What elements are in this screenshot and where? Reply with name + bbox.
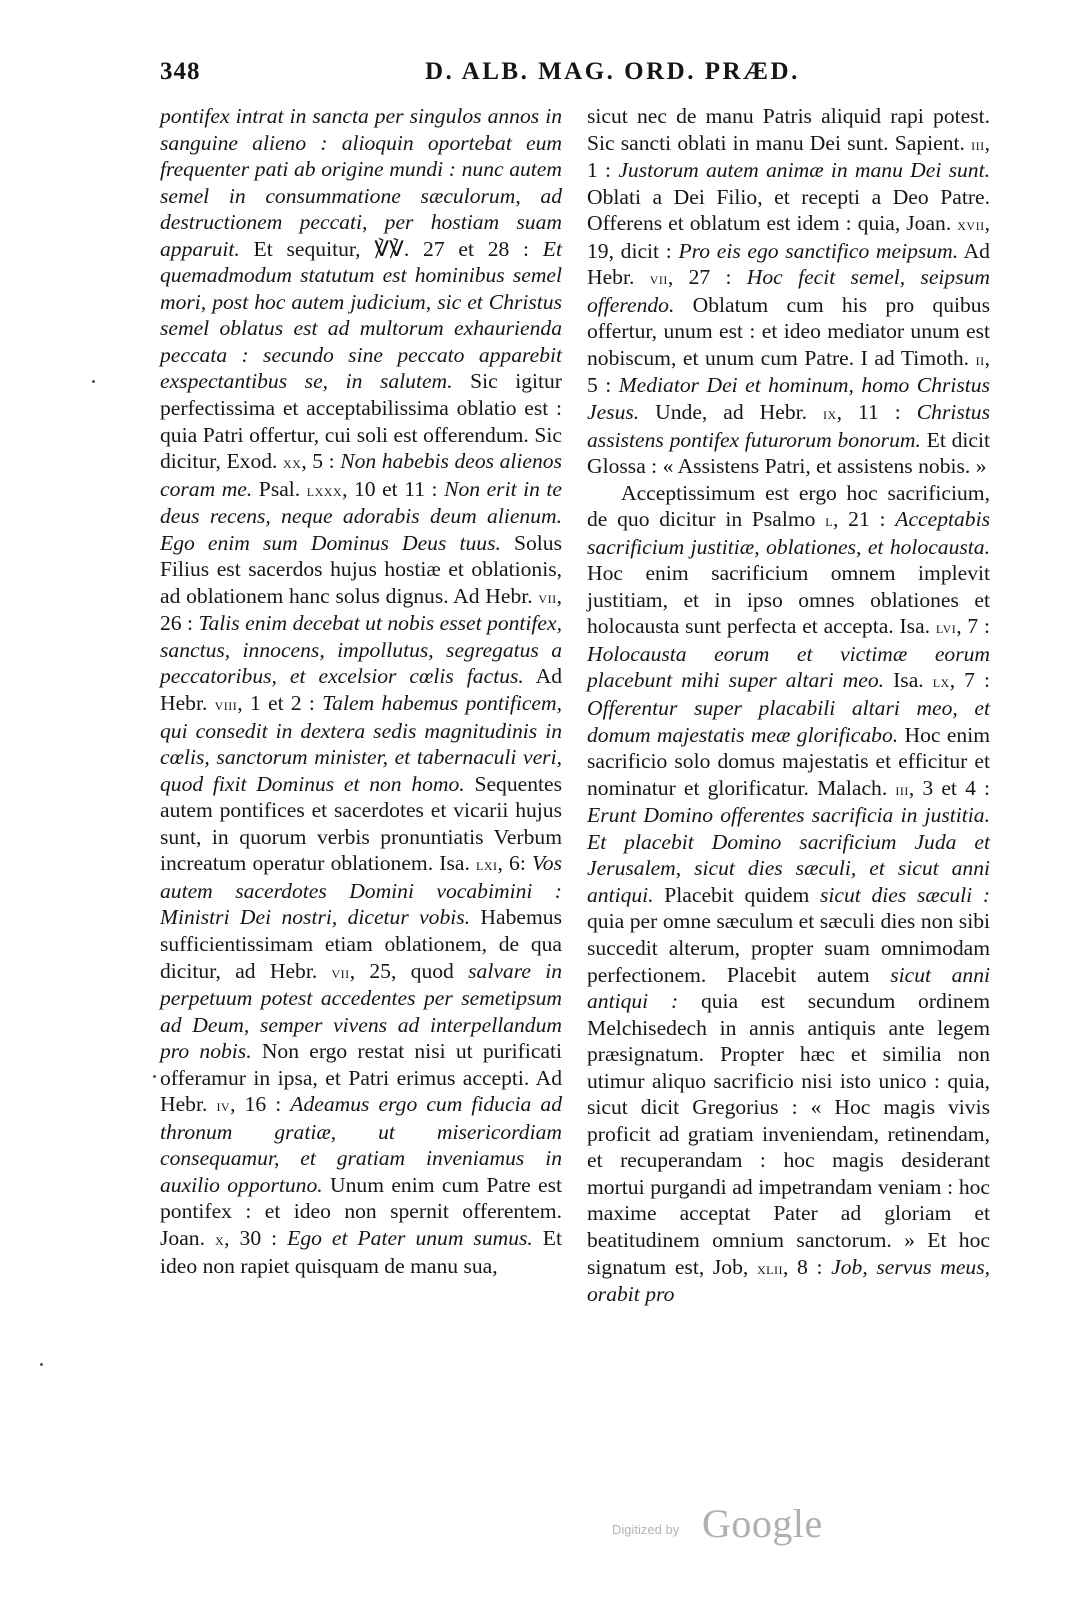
text-run: Isa.	[884, 668, 933, 693]
italic-quotation: Ego et Pater unum sumus.	[287, 1225, 533, 1250]
text-run: Non ergo restat nisi ut purificati offeramur in ipsa, et Patri erimus accepti. Ad Hebr.	[160, 1039, 562, 1117]
text-run: Ad Hebr.	[587, 238, 990, 290]
text-run: sicut nec de manu Patris aliquid rapi potest. Sic sancti oblati in manu Dei sunt. Sapient.	[587, 104, 990, 155]
print-speck	[92, 380, 95, 383]
text-run: Sequentes autem pontifices et sacerdotes et vicarii hujus sunt, in quorum verbis pronuntiatis Verbum increatum operatur oblationem. Isa.	[160, 771, 562, 876]
text-run: quia est secundum ordinem Melchisedech in annis antiquis ante legem præsignatum. Propter hæc et similia non utimur aliquo sacrificio nisi isto unico : quia, sicut dicit Gregorius : « Hoc magis vivis proficit ad gratiam inveniendam, retinendam, et recuperandam : hoc magis desiderant mortui purgandi ad impetrandam veniam : hoc maxime acceptat Pater ad gloriam et beatitudinem omnium sanctorum. » Et hoc signatum est, Job,	[587, 989, 990, 1279]
text-column-left	[160, 103, 562, 1279]
text-run: , 7 :	[956, 614, 990, 639]
text-run: , 10 et 11 :	[342, 476, 445, 501]
text-run: Oblatum cum his pro quibus offertur, unum est : et ideo mediator unum est nobiscum, et unum cum Patre. I ad Timoth.	[587, 292, 990, 370]
text-run: Acceptissimum est ergo hoc sacrificium, de quo dicitur in Psalmo	[587, 480, 990, 532]
watermark-prefix: Digitized by	[612, 1522, 680, 1537]
italic-quotation: sicut anni antiqui :	[587, 962, 990, 1014]
print-speck	[40, 1363, 43, 1366]
italic-quotation: Pro eis ego sanctifico meipsum.	[678, 238, 959, 263]
italic-quotation: Adeamus ergo cum fiducia ad thronum gratiæ, ut misericordiam consequamur, et gratiam inveniamus in auxilio opportuno.	[160, 1092, 562, 1197]
text-run: Ad Hebr.	[160, 664, 562, 716]
text-run: Hoc enim sacrificio solo domus majestatis et efficitur et nominatur et glorificatur. Malach.	[587, 722, 990, 800]
text-run: Sic igitur perfectissima et acceptabilissima oblatio est : quia Patri offertur, cui soli est offerendum. Sic dicitur, Exod.	[160, 369, 562, 474]
italic-quotation: Offerentur super placabili altari meo, et domum majestatis meæ glorificabo.	[587, 696, 990, 747]
text-run: , 19, dicit :	[587, 211, 990, 263]
roman-numeral: lxxx	[306, 479, 343, 500]
roman-numeral: xx	[283, 452, 302, 473]
text-run: , 5 :	[301, 449, 341, 474]
roman-numeral: iv	[216, 1095, 231, 1116]
roman-numeral: vii	[538, 586, 557, 607]
text-run: , 8 :	[782, 1254, 832, 1279]
text-run: Et sequitur, ℣℣. 27 et 28 :	[239, 236, 543, 261]
roman-numeral: ii	[975, 348, 985, 369]
roman-numeral: l	[825, 510, 834, 531]
text-run: , 1 :	[587, 130, 990, 183]
roman-numeral: lvi	[935, 617, 957, 638]
print-speck	[153, 1075, 156, 1078]
paragraph	[160, 103, 562, 1279]
roman-numeral: lxi	[476, 854, 498, 875]
italic-quotation: pontifex intrat in sancta per singulos annos in sanguine alieno : alioquin oportebat eum frequenter pati ab origine mundi : nunc autem semel in consummatione sæculorum, ad destructionem peccati, per hostiam suam apparuit.	[160, 104, 562, 261]
roman-numeral: vii	[331, 961, 350, 982]
roman-numeral: ix	[823, 403, 837, 424]
text-run: , 25, quod	[349, 958, 469, 983]
roman-numeral: lx	[932, 671, 950, 692]
roman-numeral: iii	[971, 133, 985, 154]
page-number: 348	[160, 58, 201, 85]
roman-numeral: vii	[649, 268, 668, 289]
italic-quotation: Vos autem sacerdotes Domini vocabimini : Ministri Dei nostri, dicetur vobis.	[160, 851, 562, 930]
text-run: , 30 :	[224, 1225, 288, 1250]
text-run: Hoc enim sacrificium omnem implevit justitiam, et in ipso omnes oblationes et holocausta sunt perfecta et accepta. Isa.	[587, 561, 990, 639]
text-run: , 16 :	[230, 1092, 291, 1117]
roman-numeral: x	[214, 1228, 225, 1249]
italic-quotation: Christus assistens pontifex futurorum bonorum.	[587, 400, 990, 452]
text-run: Et dicit Glossa : « Assistens Patri, et assistens nobis. »	[587, 427, 990, 479]
text-run: Habemus sufficientissimam etiam oblationem, de qua dicitur, ad Hebr.	[160, 905, 562, 983]
italic-quotation: Non habebis deos alienos coram me.	[160, 449, 562, 501]
text-run: Et ideo non rapiet quisquam de manu sua,	[160, 1225, 562, 1278]
text-run: , 6:	[497, 851, 532, 876]
text-run: , 11 :	[836, 400, 917, 425]
roman-numeral: xlii	[756, 1257, 783, 1278]
roman-numeral: xvii	[957, 214, 985, 235]
running-title: D. ALB. MAG. ORD. PRÆD.	[425, 58, 800, 85]
italic-quotation: Holocausta eorum et victimæ eorum placebunt mihi super altari meo.	[587, 641, 990, 693]
italic-quotation: Mediator Dei et hominum, homo Christus Jesus.	[587, 373, 990, 425]
text-run: Unum enim cum Patre est pontifex : et ideo non spernit offerentem. Joan.	[160, 1172, 562, 1250]
italic-quotation: Non erit in te deus recens, neque adorabis deum alienum. Ego enim sum Dominus Deus tuus.	[160, 476, 562, 555]
text-run: , 5 :	[587, 345, 990, 398]
italic-quotation: Job, servus meus, orabit pro	[587, 1254, 990, 1307]
italic-quotation: Talis enim decebat ut nobis esset pontifex, sanctus, innocens, impollutus, segregatus a peccatoribus, et excelsior cœlis factus.	[160, 611, 562, 689]
google-logo: Google	[702, 1501, 823, 1546]
text-run: , 1 et 2 :	[237, 691, 323, 716]
text-run: , 27 :	[667, 265, 747, 290]
italic-quotation: Erunt Domino offerentes sacrificia in justitia. Et placebit Domino sacrificium Juda et Jerusalem, sicut dies sæculi, et sicut anni antiqui.	[587, 803, 990, 907]
roman-numeral: viii	[214, 694, 238, 715]
text-run: , 7 :	[949, 668, 990, 693]
text-run: Oblati a Dei Filio, et recepti a Deo Patre. Offerens et oblatum est idem : quia, Joan.	[587, 184, 990, 236]
paragraph	[587, 480, 990, 1308]
text-run: Psal.	[252, 476, 307, 501]
page-header	[160, 58, 990, 98]
text-run: Unde, ad Hebr.	[639, 400, 823, 425]
italic-quotation: Et quemadmodum statutum est hominibus semel mori, post hoc autem judicium, sic et Christus semel oblatus est ad multorum exhaurienda peccata : secundo sine peccato apparebit exspectantibus se, in salutem.	[160, 236, 562, 394]
text-run: , 26 :	[160, 583, 562, 636]
text-column-right	[587, 103, 990, 1308]
italic-quotation: Acceptabis sacrificium justitiæ, oblationes, et holocausta.	[587, 507, 990, 559]
text-run: Placebit quidem	[653, 882, 820, 907]
italic-quotation: salvare in perpetuum potest accedentes per semetipsum ad Deum, semper vivens ad interpellandum pro nobis.	[160, 958, 562, 1064]
paragraph	[587, 103, 990, 480]
italic-quotation: Justorum autem animæ in manu Dei sunt.	[618, 158, 991, 183]
italic-quotation: sicut dies sæculi :	[820, 882, 991, 907]
roman-numeral: iii	[895, 778, 909, 799]
italic-quotation: Hoc fecit semel, seipsum offerendo.	[587, 265, 990, 317]
text-run: , 3 et 4 :	[908, 775, 990, 800]
text-run: Solus Filius est sacerdos hujus hostiæ et oblationis, ad oblationem hanc solus dignus. Ad Hebr.	[160, 530, 562, 608]
text-run: , 21 :	[833, 507, 896, 532]
digitized-watermark	[612, 1500, 872, 1550]
text-run: quia per omne sæculum et sæculi dies non sibi succedit alterum, propter suam omnimodam perfectionem. Placebit autem	[587, 909, 990, 987]
italic-quotation: Talem habemus pontificem, qui consedit in dextera sedis magnitudinis in cœlis, sanctorum minister, et tabernaculi veri, quod fixit Dominus et non homo.	[160, 691, 562, 796]
